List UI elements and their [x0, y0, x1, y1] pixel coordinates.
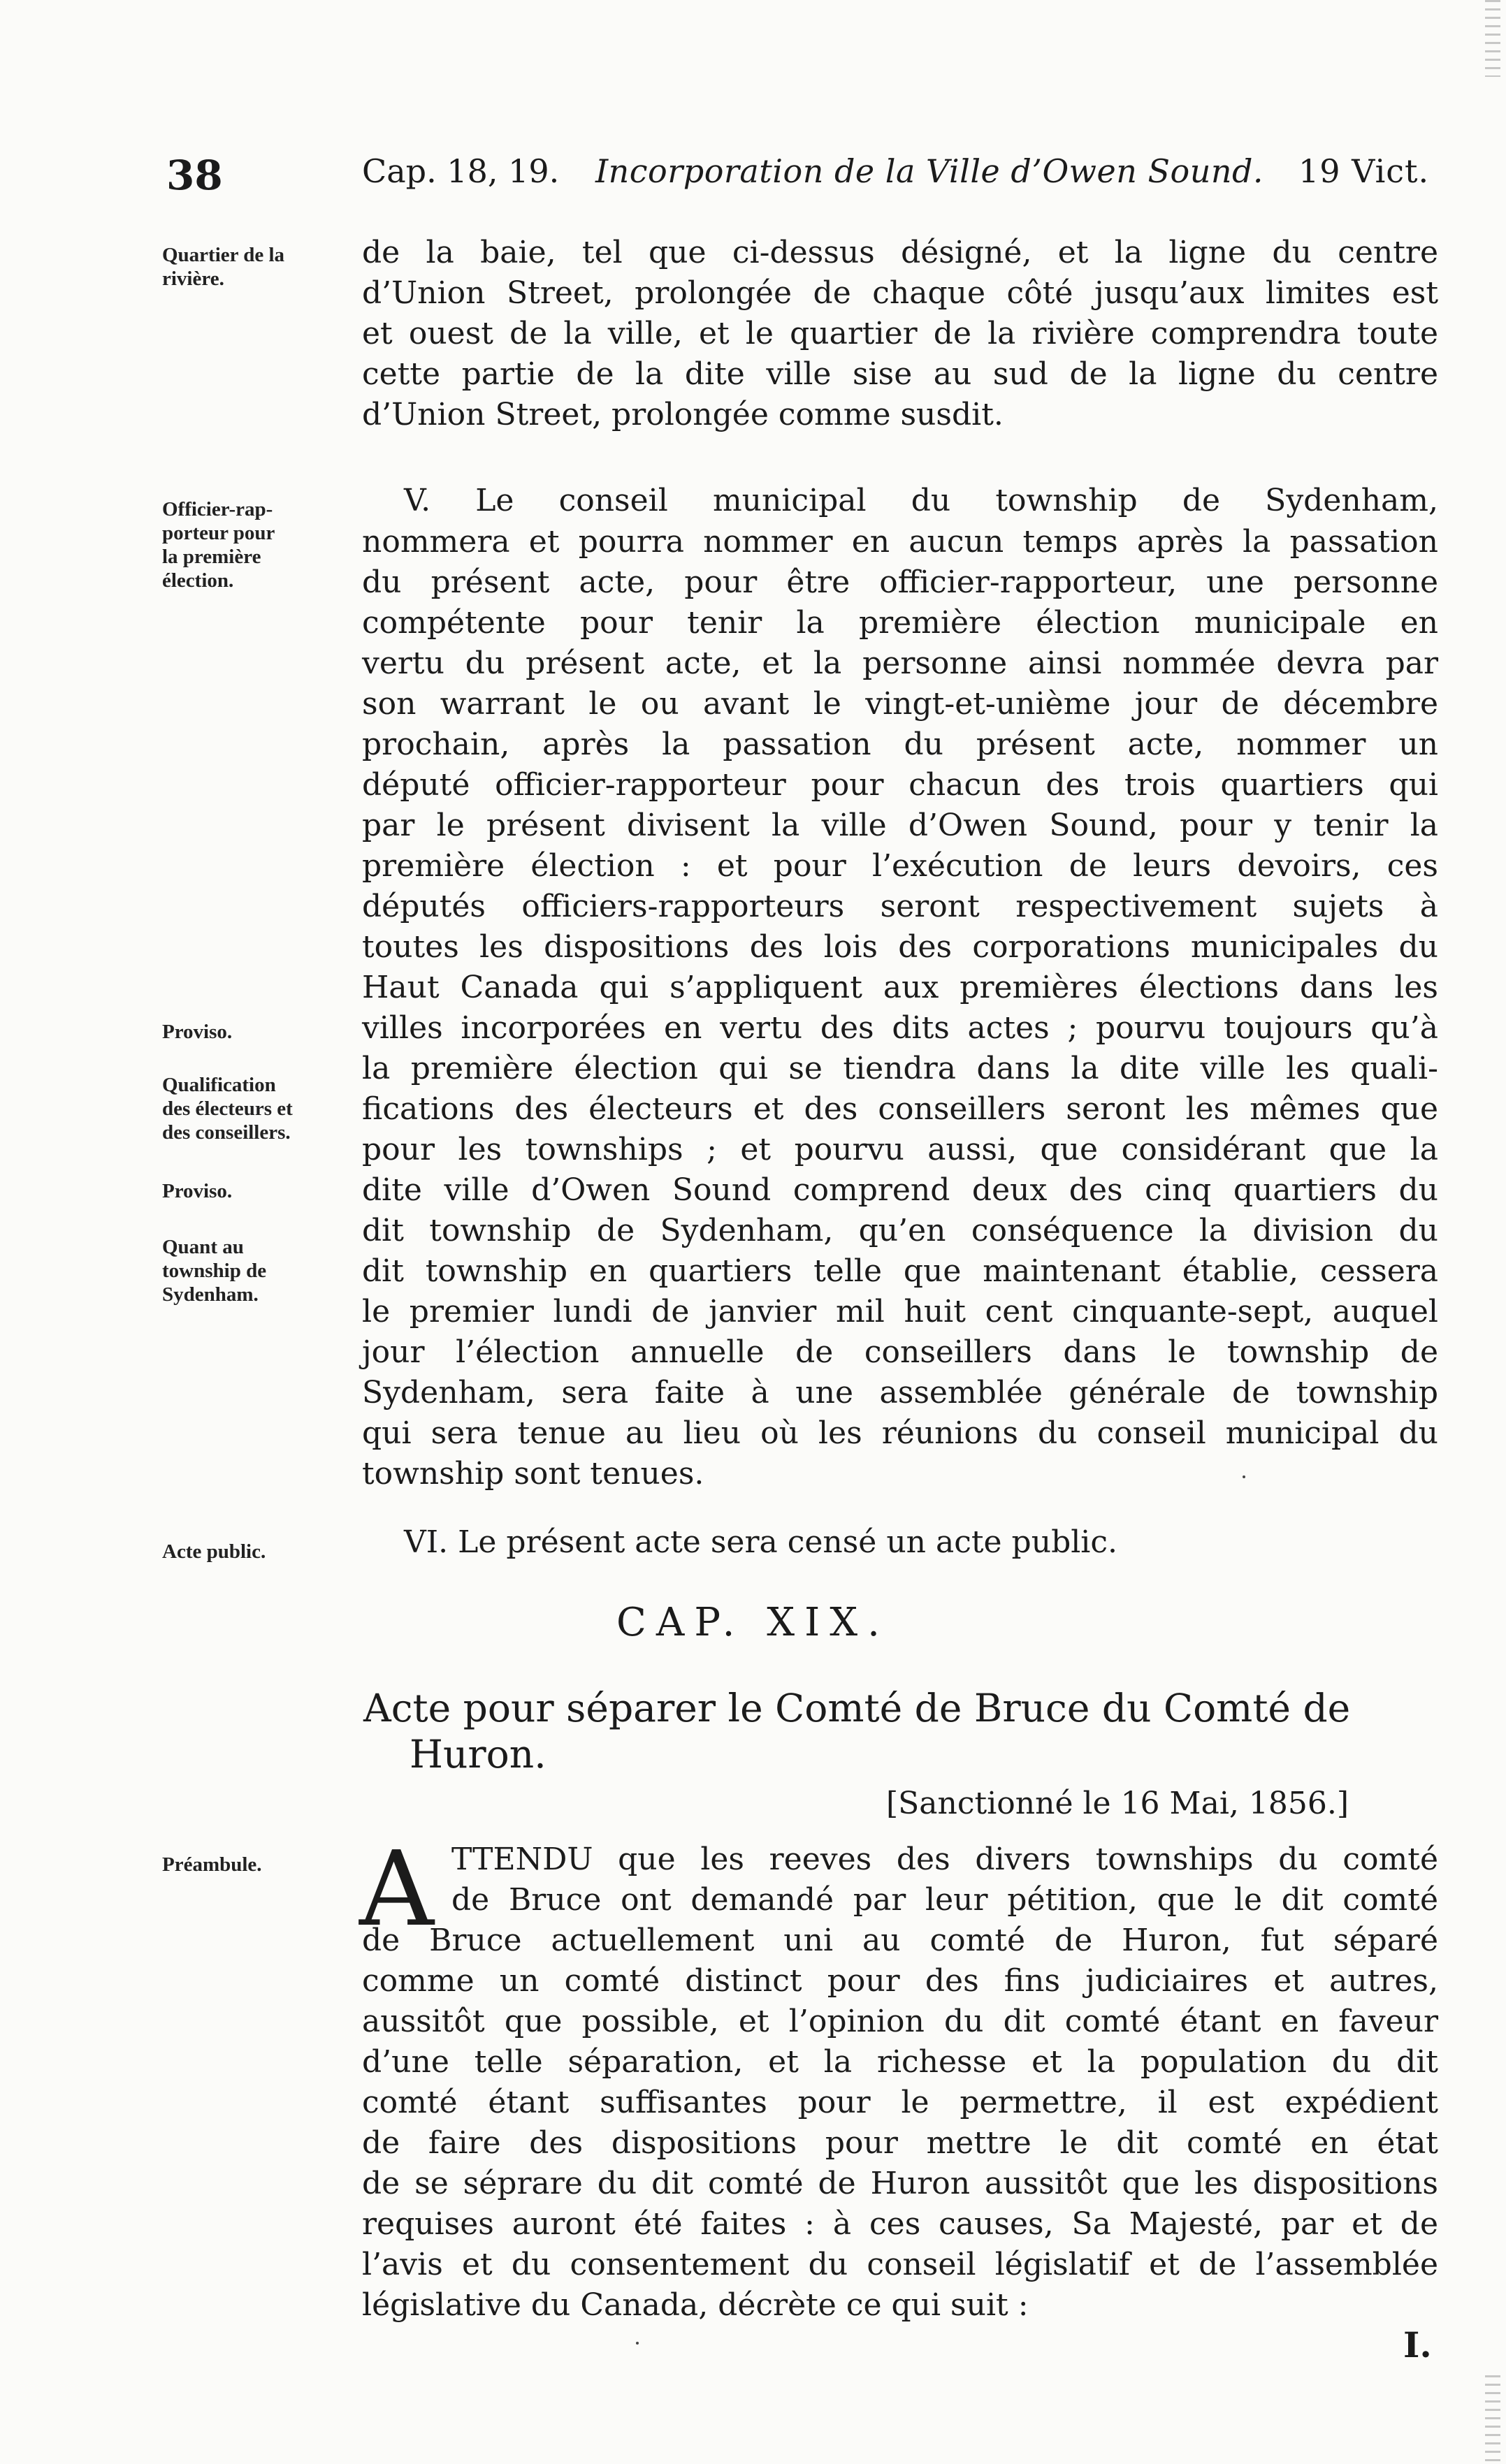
preamble-line: TTENDU que les reeves des divers townships du comté: [451, 1842, 1438, 1877]
preamble-line: de faire des dispositions pour mettre le dit comté en état: [362, 2125, 1438, 2161]
catchword: I.: [1403, 2324, 1432, 2365]
sanction-date: [Sanctionné le 16 Mai, 1856.]: [886, 1786, 1349, 1821]
margin-note: Proviso.: [162, 1021, 233, 1043]
chapter-heading: CAP. XIX.: [616, 1600, 890, 1645]
margin-note: rivière.: [162, 268, 224, 290]
body-line: dit township en quartiers telle que maintenant établie, cessera: [362, 1253, 1438, 1289]
margin-note: Acte public.: [162, 1540, 266, 1563]
margin-note: Quant au: [162, 1236, 244, 1258]
margin-note: Sydenham.: [162, 1283, 259, 1306]
margin-note: township de: [162, 1260, 267, 1282]
scan-edge-marks: [1485, 2375, 1500, 2464]
preamble-line: de Bruce ont demandé par leur pétition, que le dit comté: [451, 1882, 1438, 1918]
margin-note: porteur pour: [162, 522, 275, 544]
body-line: dite ville d’Owen Sound comprend deux des cinq quartiers du: [362, 1172, 1438, 1208]
margin-note: Qualification: [162, 1074, 276, 1096]
body-line: cette partie de la dite ville sise au sud de la ligne du centre: [362, 356, 1438, 392]
preamble-line: comté étant suffisantes pour le permettre, il est expédient: [362, 2085, 1438, 2120]
section-vi-line: VI. Le présent acte sera censé un acte public.: [404, 1524, 1118, 1560]
chapter-reference: Cap. 18, 19.: [362, 152, 560, 190]
body-line: et ouest de la ville, et le quartier de la rivière comprendra toute: [362, 316, 1438, 351]
ink-speck: [636, 2342, 639, 2345]
margin-note: Quartier de la: [162, 244, 285, 266]
body-line: township sont tenues.: [362, 1456, 704, 1492]
preamble-line: l’avis et du consentement du conseil législatif et de l’assemblée: [362, 2247, 1438, 2282]
preamble-line: de Bruce actuellement uni au comté de Huron, fut séparé: [362, 1923, 1438, 1958]
body-line: le premier lundi de janvier mil huit cent cinquante-sept, auquel: [362, 1294, 1438, 1329]
body-line: Haut Canada qui s’appliquent aux premières élections dans les: [362, 970, 1438, 1005]
body-line: Sydenham, sera faite à une assemblée générale de township: [362, 1375, 1438, 1410]
body-line: son warrant le ou avant le vingt-et-unième jour de décembre: [362, 686, 1438, 722]
body-line: prochain, après la passation du présent acte, nommer un: [362, 727, 1438, 762]
margin-note: des conseillers.: [162, 1121, 291, 1144]
drop-cap: A: [359, 1829, 434, 1949]
body-line: première élection : et pour l’exécution de leurs devoirs, ces: [362, 848, 1438, 884]
margin-note: élection.: [162, 569, 234, 592]
margin-note: Proviso.: [162, 1180, 233, 1202]
body-line: d’Union Street, prolongée de chaque côté jusqu’aux limites est: [362, 275, 1438, 311]
body-line: du présent acte, pour être officier-rapporteur, une personne: [362, 564, 1438, 600]
margin-note: des électeurs et: [162, 1098, 293, 1120]
act-title: Acte pour séparer le Comté de Bruce du Comté de: [363, 1686, 1351, 1730]
preamble-line: requises auront été faites : à ces causes, Sa Majesté, par et de: [362, 2206, 1438, 2242]
section-v-first-line: V. Le conseil municipal du township de Sydenham,: [404, 483, 1438, 518]
ink-speck: [1243, 1475, 1245, 1478]
preamble-line: législative du Canada, décrète ce qui suit :: [362, 2287, 1029, 2323]
scan-edge-marks: [1485, 0, 1500, 77]
body-line: dit township de Sydenham, qu’en conséquence la division du: [362, 1213, 1438, 1248]
body-line: de la baie, tel que ci-dessus désigné, et la ligne du centre: [362, 235, 1438, 270]
preamble-line: d’une telle séparation, et la richesse et la population du dit: [362, 2044, 1438, 2080]
body-line: d’Union Street, prolongée comme susdit.: [362, 397, 1004, 432]
margin-note: Officier-rap-: [162, 498, 273, 520]
margin-note: la première: [162, 546, 261, 568]
body-line: qui sera tenue au lieu où les réunions du conseil municipal du: [362, 1415, 1438, 1451]
preamble-line: aussitôt que possible, et l’opinion du dit comté étant en faveur: [362, 2004, 1438, 2039]
body-line: jour l’élection annuelle de conseillers dans le township de: [362, 1334, 1438, 1370]
margin-note: Préambule.: [162, 1853, 262, 1876]
body-line: villes incorporées en vertu des dits actes ; pourvu toujours qu’à: [362, 1010, 1438, 1046]
body-line: la première élection qui se tiendra dans la dite ville les quali-: [362, 1051, 1438, 1086]
body-line: député officier-rapporteur pour chacun des trois quartiers qui: [362, 767, 1438, 803]
page-number: 38: [166, 152, 223, 199]
running-title: Incorporation de la Ville d’Owen Sound.: [595, 152, 1264, 190]
preamble-line: comme un comté distinct pour des fins judiciaires et autres,: [362, 1963, 1438, 1999]
body-line: toutes les dispositions des lois des corporations municipales du: [362, 929, 1438, 965]
act-title-continued: Huron.: [410, 1732, 546, 1777]
body-line: fications des électeurs et des conseillers seront les mêmes que: [362, 1091, 1438, 1127]
body-line: vertu du présent acte, et la personne ainsi nommée devra par: [362, 646, 1438, 681]
preamble-line: de se séprare du dit comté de Huron aussitôt que les dispositions: [362, 2166, 1438, 2201]
body-line: députés officiers-rapporteurs seront respectivement sujets à: [362, 889, 1438, 924]
body-line: compétente pour tenir la première élection municipale en: [362, 605, 1438, 641]
body-line: par le présent divisent la ville d’Owen Sound, pour y tenir la: [362, 808, 1438, 843]
body-line: pour les townships ; et pourvu aussi, que considérant que la: [362, 1132, 1438, 1167]
body-line: nommera et pourra nommer en aucun temps après la passation: [362, 524, 1438, 560]
regnal-year: 19 Vict.: [1298, 152, 1430, 190]
